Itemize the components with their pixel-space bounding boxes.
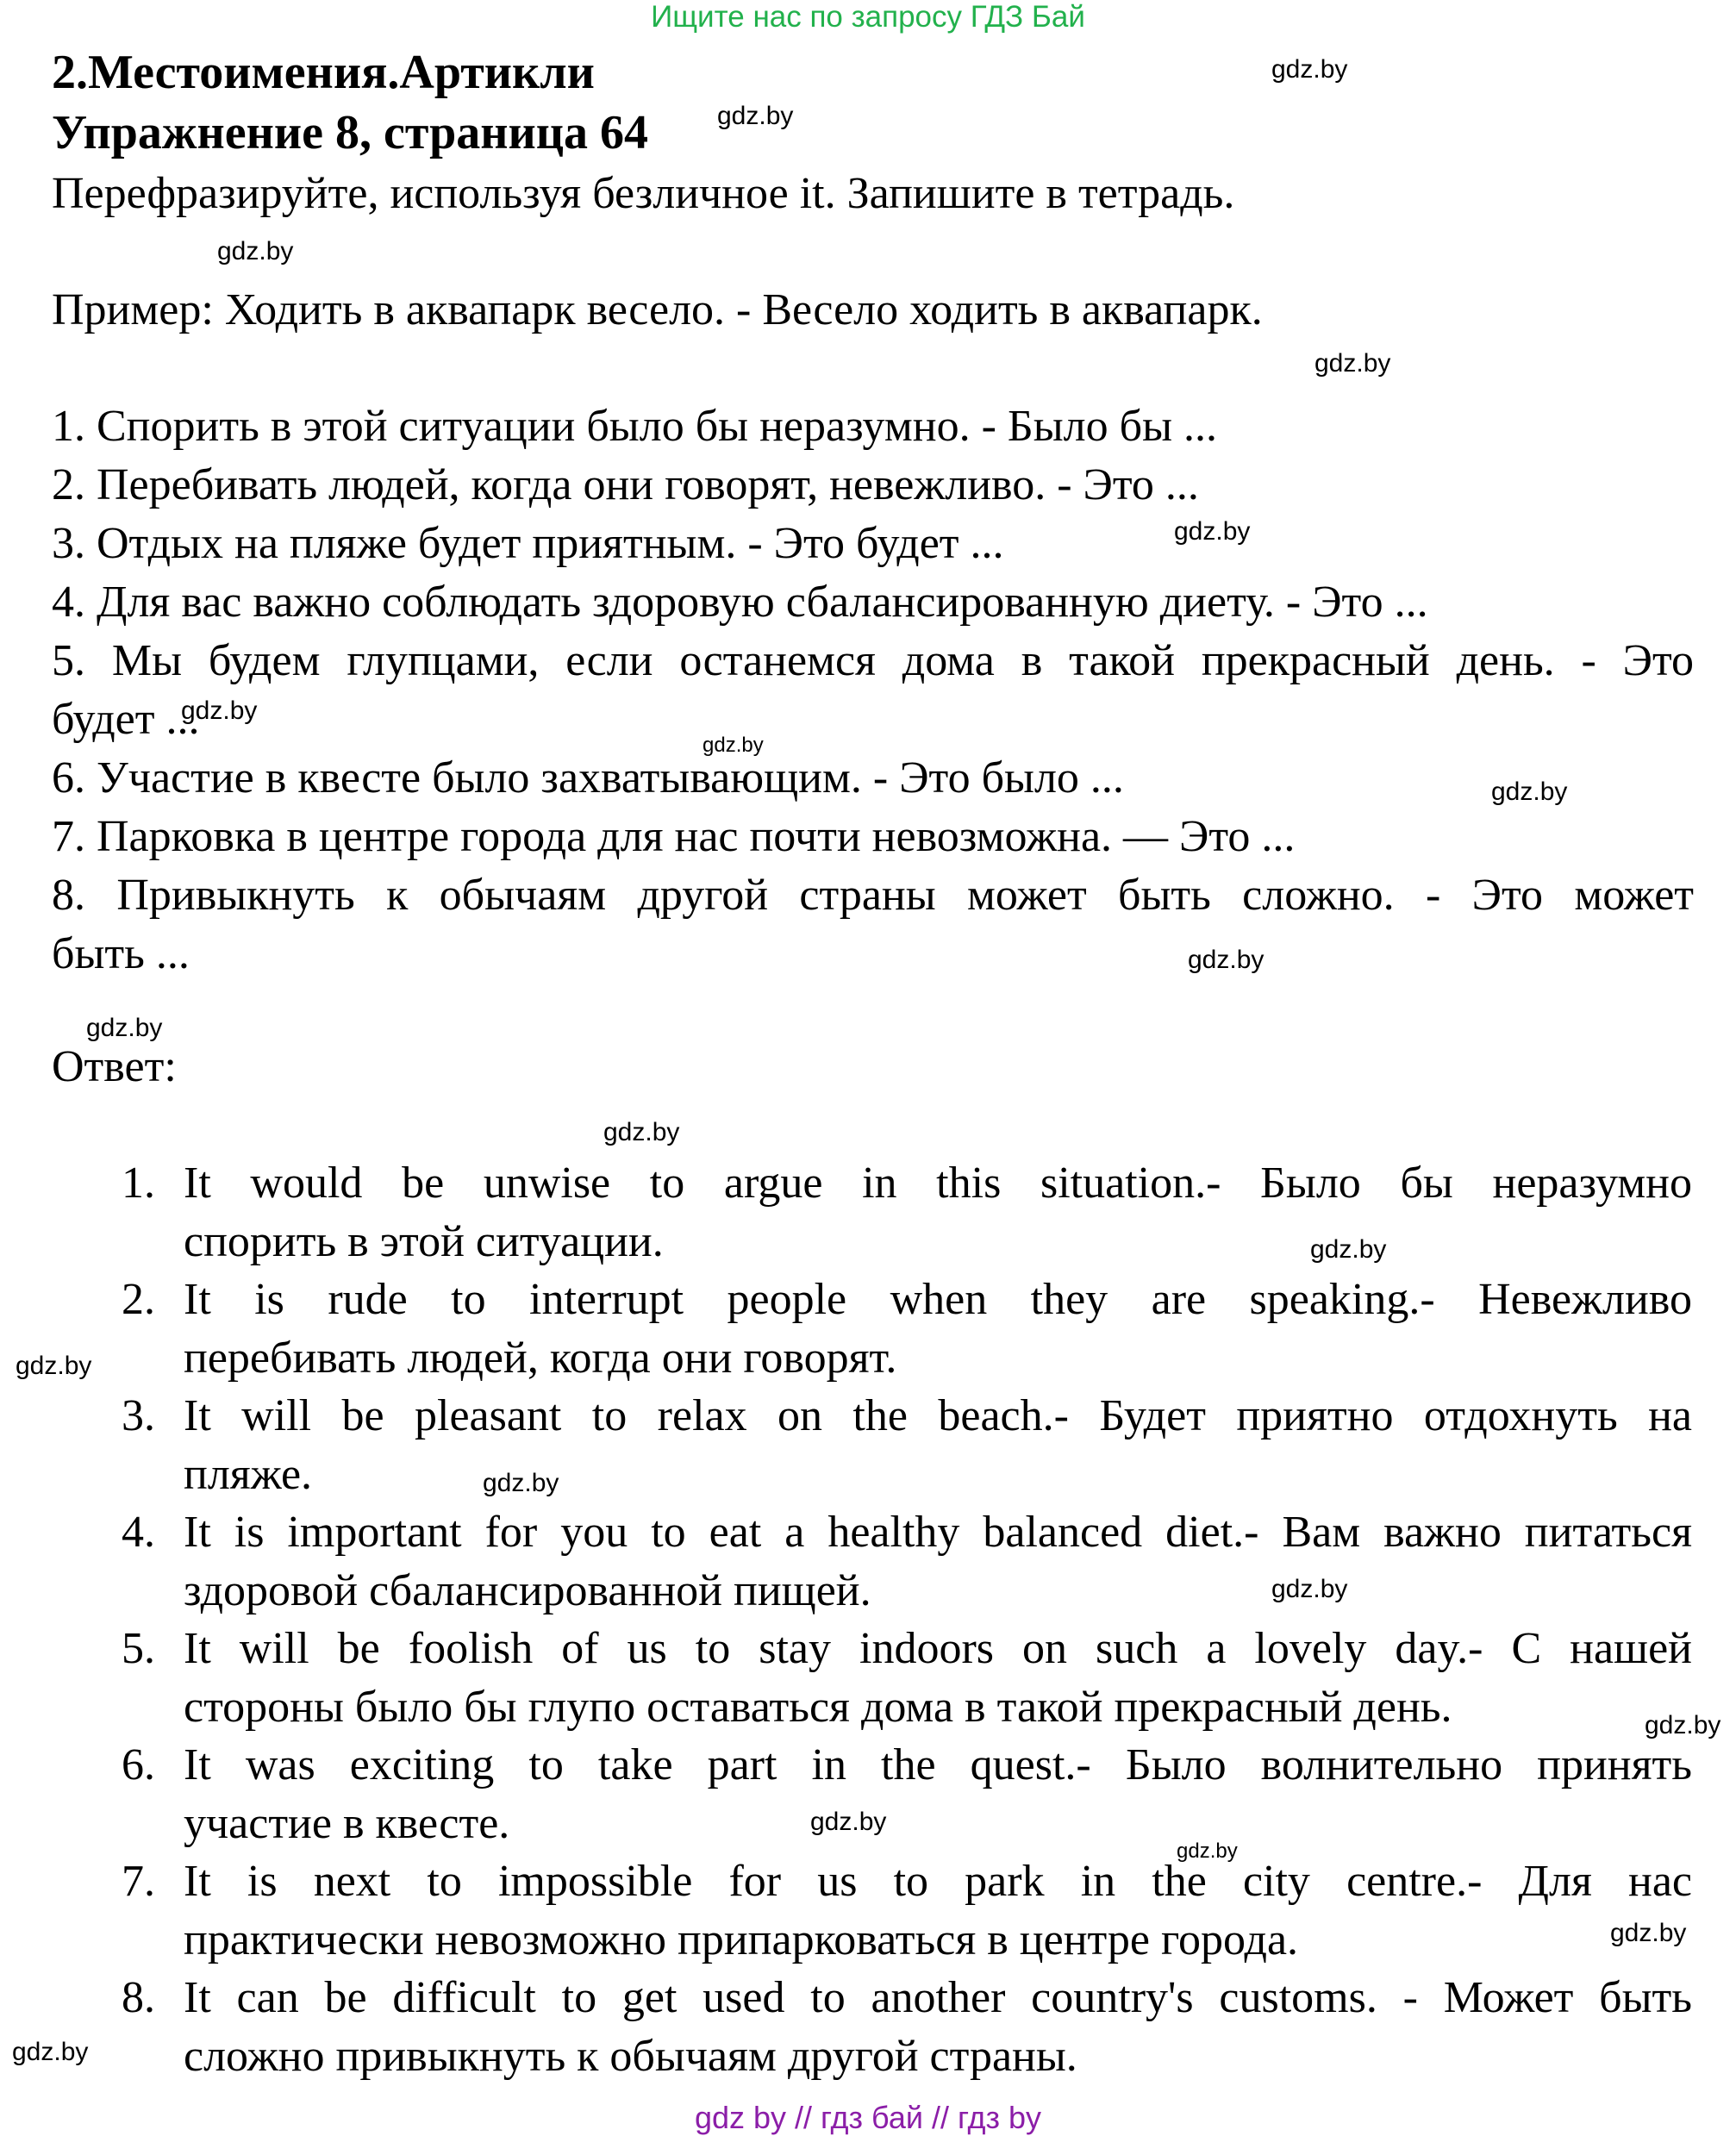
watermark: gdz.by bbox=[181, 696, 258, 725]
answer-label: Ответ: bbox=[52, 1042, 177, 1091]
example-text: Пример: Ходить в аквапарк весело. - Весело ходить в аквапарк. bbox=[52, 285, 1263, 334]
watermark: gdz.by bbox=[717, 102, 794, 130]
answer-text: It is important for you to eat a healthy balanced diet.- Вам важно питаться bbox=[184, 1508, 1692, 1557]
watermark: gdz.by bbox=[1645, 1711, 1721, 1739]
watermark: gdz.by bbox=[603, 1118, 680, 1146]
answer-text-continued: здоровой сбалансированной пищей. bbox=[184, 1566, 871, 1615]
answer-text-continued: спорить в этой ситуации. bbox=[184, 1217, 664, 1266]
exercise-title: Упражнение 8, страница 64 bbox=[52, 106, 649, 159]
watermark: gdz.by bbox=[810, 1808, 887, 1836]
answer-text-continued: перебивать людей, когда они говорят. bbox=[184, 1333, 897, 1383]
task-item: 6. Участие в квесте было захватывающим. - Это было ... bbox=[52, 753, 1124, 803]
answer-number: 2. bbox=[122, 1275, 155, 1324]
answer-text: It can be difficult to get used to another country's customs. - Может быть bbox=[184, 1973, 1692, 2022]
task-item: 7. Парковка в центре города для нас почти невозможна. — Это ... bbox=[52, 812, 1296, 861]
answer-number: 6. bbox=[122, 1740, 155, 1789]
answer-text: It is next to impossible for us to park in the city centre.- Для нас bbox=[184, 1857, 1692, 1906]
answer-text: It will be pleasant to relax on the beach.- Будет приятно отдохнуть на bbox=[184, 1391, 1692, 1440]
answer-text: It was exciting to take part in the quest.- Было волнительно принять bbox=[184, 1740, 1692, 1789]
watermark: gdz.by bbox=[703, 734, 764, 757]
answer-number: 4. bbox=[122, 1508, 155, 1557]
answer-text: It will be foolish of us to stay indoors on such a lovely day.- С нашей bbox=[184, 1624, 1692, 1673]
answer-number: 5. bbox=[122, 1624, 155, 1673]
task-item: 1. Спорить в этой ситуации было бы неразумно. - Было бы ... bbox=[52, 402, 1218, 451]
watermark: gdz.by bbox=[12, 2038, 89, 2066]
task-item: 4. Для вас важно соблюдать здоровую сбалансированную диету. - Это ... bbox=[52, 578, 1428, 627]
answer-text: It would be unwise to argue in this situation.- Было бы неразумно bbox=[184, 1159, 1692, 1208]
answer-number: 8. bbox=[122, 1973, 155, 2022]
site-banner: Ищите нас по запросу ГДЗ Бай bbox=[651, 0, 1085, 34]
watermark: gdz.by bbox=[1177, 1839, 1238, 1863]
task-item: 3. Отдых на пляже будет приятным. - Это будет ... bbox=[52, 519, 1004, 568]
task-item: 5. Мы будем глупцами, если останемся дома в такой прекрасный день. - Это bbox=[52, 636, 1694, 685]
answer-text-continued: стороны было бы глупо оставаться дома в такой прекрасный день. bbox=[184, 1683, 1452, 1732]
watermark: gdz.by bbox=[1491, 778, 1568, 806]
watermark: gdz.by bbox=[1174, 517, 1251, 546]
watermark: gdz.by bbox=[1314, 349, 1391, 378]
answer-number: 3. bbox=[122, 1391, 155, 1440]
watermark: gdz.by bbox=[483, 1469, 559, 1497]
watermark: gdz.by bbox=[1310, 1235, 1387, 1264]
answer-text-continued: пляже. bbox=[184, 1450, 313, 1499]
task-item: 8. Привыкнуть к обычаям другой страны может быть сложно. - Это может bbox=[52, 871, 1694, 920]
answer-number: 7. bbox=[122, 1857, 155, 1906]
chapter-title: 2.Местоимения.Артикли bbox=[52, 46, 595, 99]
watermark: gdz.by bbox=[217, 237, 294, 265]
watermark: gdz.by bbox=[1610, 1919, 1687, 1947]
answer-number: 1. bbox=[122, 1159, 155, 1208]
watermark: gdz.by bbox=[1188, 946, 1265, 974]
answer-text: It is rude to interrupt people when they are speaking.- Невежливо bbox=[184, 1275, 1692, 1324]
task-item-continued: быть ... bbox=[52, 929, 190, 978]
task-item: 2. Перебивать людей, когда они говорят, невежливо. - Это ... bbox=[52, 460, 1199, 509]
footer-links: gdz by // гдз бай // гдз by bbox=[694, 2100, 1042, 2135]
answer-text-continued: участие в квесте. bbox=[184, 1799, 510, 1848]
instruction-text: Перефразируйте, используя безличное it. Запишите в тетрадь. bbox=[52, 169, 1235, 218]
watermark: gdz.by bbox=[1271, 55, 1348, 84]
watermark: gdz.by bbox=[86, 1014, 163, 1042]
task-item-continued: будет ... bbox=[52, 695, 200, 744]
answer-text-continued: сложно привыкнуть к обычаям другой страны. bbox=[184, 2032, 1077, 2081]
answer-text-continued: практически невозможно припарковаться в центре города. bbox=[184, 1915, 1299, 1964]
watermark: gdz.by bbox=[16, 1352, 92, 1380]
watermark: gdz.by bbox=[1271, 1575, 1348, 1603]
